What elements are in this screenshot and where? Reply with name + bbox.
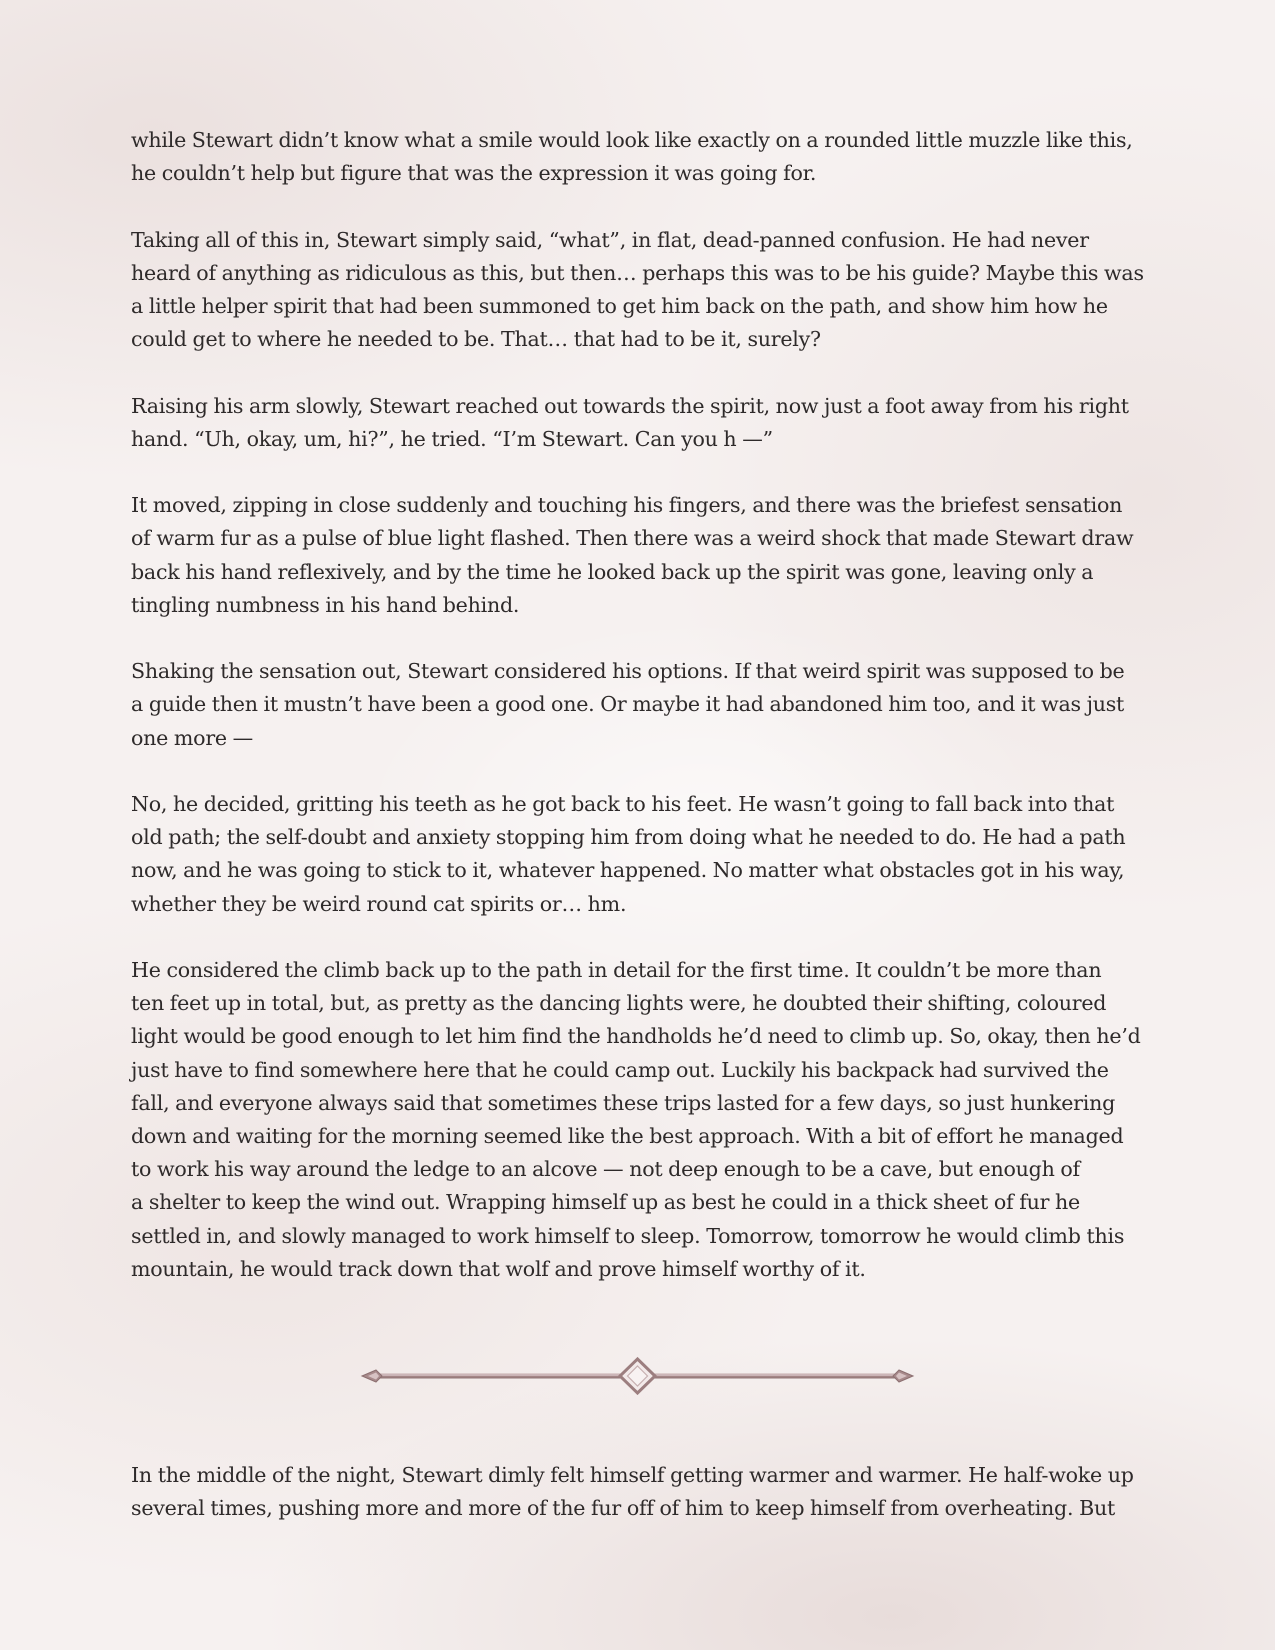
paragraph	[131, 224, 1146, 357]
text-line: to work his way around the ledge to an alcove — not deep enough to be a cave, but enough of	[131, 1157, 1080, 1182]
paragraph	[131, 788, 1146, 921]
text-line: heard of anything as ridiculous as this, but then… perhaps this was to be his guide? Maybe this was	[131, 260, 1144, 285]
paragraph	[131, 390, 1146, 456]
paragraph	[131, 489, 1146, 622]
text-line: several times, pushing more and more of the fur off of him to keep himself from overheating. But	[131, 1496, 1115, 1521]
paragraph	[131, 1459, 1146, 1525]
text-line: It moved, zipping in close suddenly and touching his fingers, and there was the briefest sensation	[131, 493, 1123, 518]
paragraph	[131, 124, 1146, 190]
text-line: he couldn’t help but figure that was the expression it was going for.	[131, 161, 817, 186]
text-line: a guide then it mustn’t have been a good one. Or maybe it had abandoned him too, and it was just	[131, 692, 1125, 717]
text-line: one more —	[131, 725, 253, 750]
text-line: ten feet up in total, but, as pretty as the dancing lights were, he doubted their shifting, coloured	[131, 991, 1107, 1016]
text-line: whether they be weird round cat spirits or… hm.	[131, 891, 627, 916]
text-line: hand. “Uh, okay, um, hi?”, he tried. “I’m Stewart. Can you h —”	[131, 426, 773, 451]
ornamental-divider-icon	[360, 1356, 915, 1396]
body-text-top	[131, 124, 1146, 1319]
text-line: mountain, he would track down that wolf and prove himself worthy of it.	[131, 1256, 866, 1281]
text-line: down and waiting for the morning seemed like the best approach. With a bit of effort he managed	[131, 1124, 1124, 1148]
text-line: Raising his arm slowly, Stewart reached out towards the spirit, now just a foot away from his right	[131, 393, 1129, 418]
text-line: No, he decided, gritting his teeth as he got back to his feet. He wasn’t going to fall back into that	[131, 791, 1115, 816]
text-line: a little helper spirit that had been summoned to get him back on the path, and show him how he	[131, 294, 1108, 318]
text-line: of warm fur as a pulse of blue light flashed. Then there was a weird shock that made Stewart draw	[131, 526, 1134, 551]
text-line: while Stewart didn’t know what a smile would look like exactly on a rounded little muzzle like this,	[131, 128, 1133, 152]
text-line: In the middle of the night, Stewart dimly felt himself getting warmer and warmer. He half-woke up	[131, 1463, 1134, 1487]
text-line: Shaking the sensation out, Stewart considered his options. If that weird spirit was supposed to be	[131, 659, 1125, 684]
text-line: light would be good enough to let him find the handholds he’d need to climb up. So, okay, then he’d	[131, 1024, 1141, 1049]
paragraph	[131, 655, 1146, 755]
text-line: now, and he was going to stick to it, whatever happened. No matter what obstacles got in his way,	[131, 858, 1125, 883]
text-line: could get to where he needed to be. That… that had to be it, surely?	[131, 327, 821, 352]
text-line: tingling numbness in his hand behind.	[131, 592, 520, 617]
text-line: just have to find somewhere here that he could camp out. Luckily his backpack had survived the	[131, 1057, 1109, 1082]
text-line: Taking all of this in, Stewart simply said, “what”, in flat, dead-panned confusion. He had never	[131, 227, 1089, 252]
text-line: back his hand reflexively, and by the time he looked back up the spirit was gone, leaving only a	[131, 559, 1094, 584]
text-line: fall, and everyone always said that sometimes these trips lasted for a few days, so just hunkering	[131, 1090, 1116, 1115]
text-line: old path; the self-doubt and anxiety stopping him from doing what he needed to do. He had a path	[131, 825, 1126, 850]
text-line: He considered the climb back up to the path in detail for the first time. It couldn’t be more than	[131, 957, 1102, 982]
text-line: settled in, and slowly managed to work himself to sleep. Tomorrow, tomorrow he would climb this	[131, 1223, 1125, 1248]
paragraph	[131, 954, 1146, 1286]
text-line: a shelter to keep the wind out. Wrapping himself up as best he could in a thick sheet of fur he	[131, 1190, 1080, 1215]
body-text-bottom	[131, 1459, 1146, 1559]
